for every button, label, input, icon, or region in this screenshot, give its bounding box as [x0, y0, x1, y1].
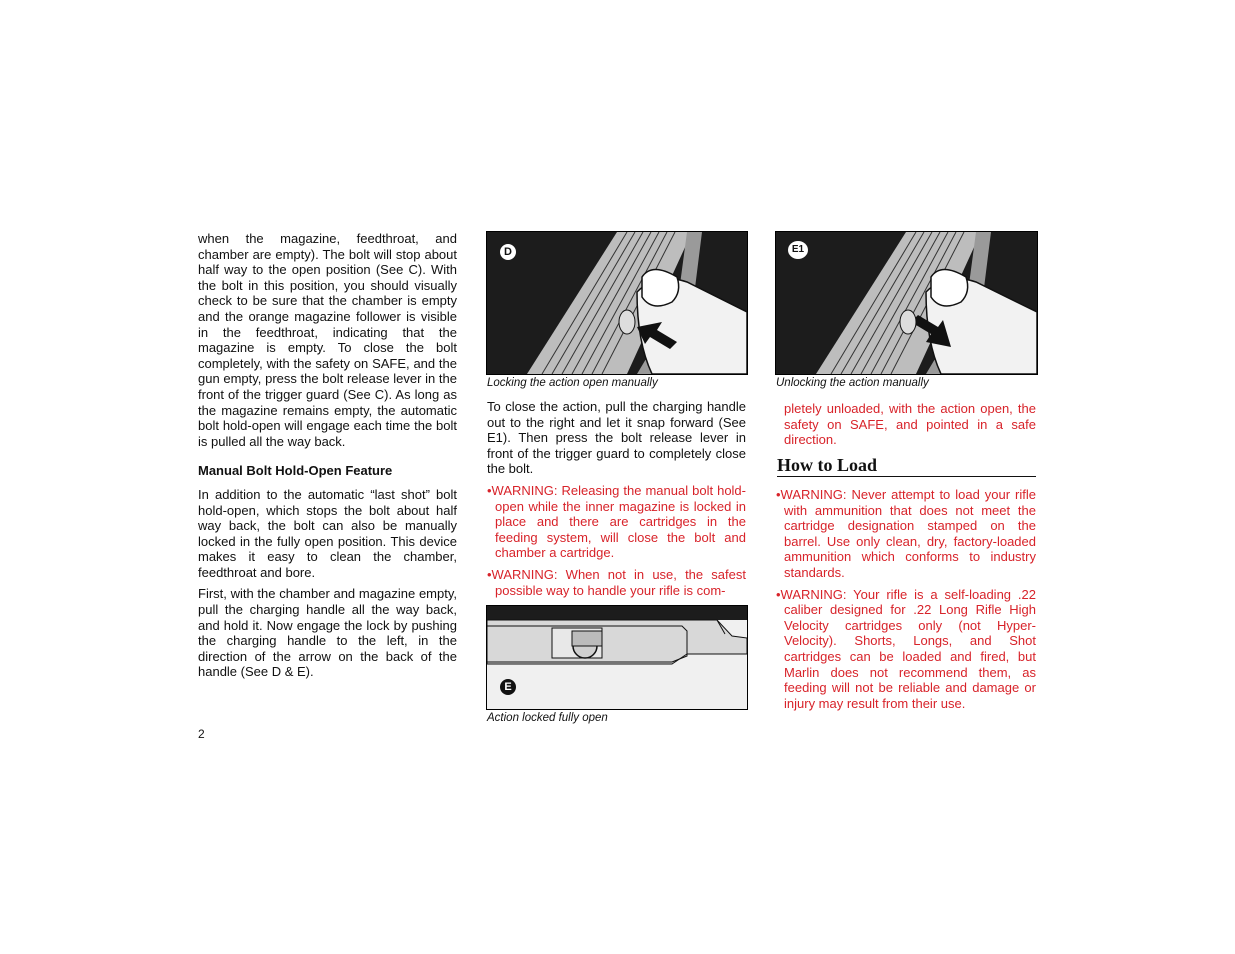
figure-e1 — [775, 231, 1038, 375]
section-heading-how-to-load: How to Load — [777, 455, 1036, 477]
warning-paragraph: •WARNING: Never attempt to load your rifle with ammunition that does not meet the cartridge designation stamped on the barrel. Use only clean, dry, factory-loaded ammunition which conforms to industry standards. — [776, 487, 1036, 580]
figure-e — [486, 605, 748, 710]
warning-paragraph: •WARNING: When not in use, the safest possible way to handle your rifle is com- — [487, 566, 746, 598]
page-number: 2 — [198, 727, 205, 741]
column-middle — [487, 399, 746, 604]
warning-paragraph: •WARNING: Your rifle is a self-loading .22 caliber designed for .22 Long Rifle High Velocity cartridges only (not Hyper-Velocity). Shorts, Longs, and Shot cartridges can be loaded and fired, but Marlin does not recommend them, as feeding will not be reliable and damage or injury may result from their use. — [776, 586, 1036, 711]
figure-d-illustration — [487, 232, 747, 374]
figure-e1-illustration — [776, 232, 1037, 374]
figure-d-caption: Locking the action open manually — [487, 377, 658, 389]
column-right — [776, 401, 1036, 454]
warning-paragraph: •WARNING: Releasing the manual bolt hold-open while the inner magazine is locked in place and there are cartridges in the feeding system, will close the bolt and chamber a cartridge. — [487, 482, 746, 561]
figure-d — [486, 231, 748, 375]
body-paragraph: In addition to the automatic “last shot” bolt hold-open, which stops the bolt about half way back, the bolt can also be manually locked in the fully open position. This device makes it easy to clean the chamber, feedthroat and bore. — [198, 486, 457, 580]
warning-continuation: pletely unloaded, with the action open, the safety on SAFE, and pointed in a safe direction. — [784, 401, 1036, 448]
section-heading: Manual Bolt Hold-Open Feature — [198, 463, 393, 479]
column-right-warnings — [776, 487, 1036, 717]
figure-e1-label: E1 — [788, 241, 808, 259]
body-paragraph: when the magazine, feedthroat, and chamber are empty). The bolt will stop about half way to the open position (See C). With the bolt in this position, you should visually check to be sure that the chamber is empty and the orange magazine follower is visible in the feedthroat, indicating that the magazine is empty. To close the bolt completely, with the safety on SAFE, and the gun empty, press the bolt release lever in the front of the trigger guard (See C). As long as the magazine remains empty, the automatic bolt hold-open will engage each time the bolt is pulled all the way back. — [198, 231, 457, 449]
body-paragraph: To close the action, pull the charging handle out to the right and let it snap forward (See E1). Then press the bolt release lever in front of the trigger guard to completely close the bolt. — [487, 399, 746, 477]
figure-e-caption: Action locked fully open — [487, 712, 608, 724]
column-left — [198, 231, 457, 686]
figure-e-illustration — [487, 606, 747, 709]
figure-e1-caption: Unlocking the action manually — [776, 377, 929, 389]
figure-e-label: E — [500, 679, 516, 695]
body-paragraph: First, with the chamber and magazine empty, pull the charging handle all the way back, and hold it. Now engage the lock by pushing the charging handle to the left, in the direction of the arrow on the back of the handle (See D & E). — [198, 586, 457, 680]
figure-d-label: D — [500, 244, 516, 260]
